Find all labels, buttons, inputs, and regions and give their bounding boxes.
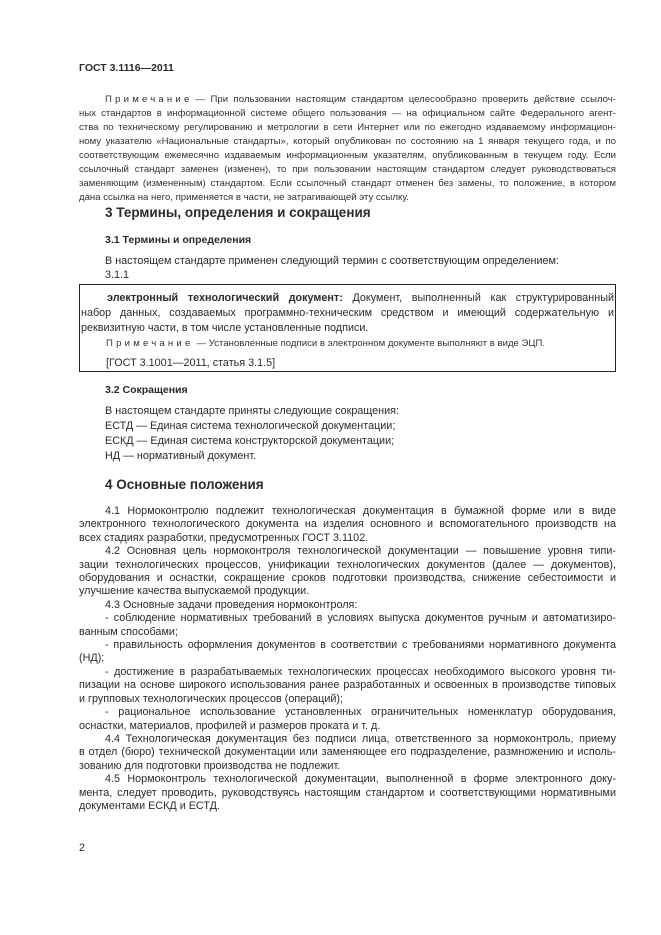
line-text: дана ссылка на него, применяется в части, не затрагивающей эту ссылку. (79, 192, 409, 203)
text-line (79, 612, 616, 625)
line-text: ных стандартов в информационной системе общего пользования — на официальном сайте Федерального агент- (79, 108, 616, 119)
text-line (79, 746, 616, 759)
text-line (79, 693, 616, 706)
text-line (79, 706, 616, 719)
line-text: и групповых технологических процессов (операций); (79, 692, 344, 705)
text-line (79, 666, 616, 679)
line-text: ства по техническому регулированию и метрологии в сети Интернет или по ежегодно издаваемому информацион- (79, 122, 616, 133)
term-definition (80, 291, 615, 336)
line-text: (НД); (79, 652, 105, 665)
line-text: - соблюдение нормативных требований в условиях выпуска документов ручным и автоматизиро- (105, 612, 616, 625)
abbreviations-intro: В настоящем стандарте приняты следующие сокращения: (105, 404, 399, 417)
line-text: зации технологических процессов, унификации технологических документов (далее — документов), (79, 558, 616, 571)
text-line (79, 518, 616, 531)
section-3-1-heading: 3.1 Термины и определения (105, 234, 252, 246)
line-text: электронного технологического документа на изделия основного и вспомогательного производств на (79, 518, 616, 531)
definition-line: реквизитную части, в том числе установленные подписи. (81, 321, 369, 334)
note-label: Примечание (105, 94, 193, 105)
note-label: Примечание (106, 338, 194, 349)
abbreviation-item: ЕСТД — Единая система технологической документации; (105, 419, 396, 432)
page-number: 2 (79, 842, 86, 854)
line-text: ванным способами; (79, 625, 178, 638)
text-line (79, 93, 616, 107)
text-line (79, 191, 616, 205)
line-text: оснастки, материалов, профилей и размеров проката и т. д. (79, 719, 381, 732)
text-line (79, 121, 616, 135)
term-number: 3.1.1 (105, 269, 130, 281)
text-line (79, 652, 616, 665)
text-line (79, 505, 616, 518)
line-text: улучшение качества выпускаемой продукции. (79, 585, 310, 598)
text-line (79, 733, 616, 746)
definition-line: набор данных, создаваемых программно-техническим средством и имеющий содержательную и (81, 306, 614, 319)
terms-intro-text: В настоящем стандарте применен следующий термин с соответствующим определением: (105, 255, 559, 267)
note-main (79, 93, 616, 205)
text-line (79, 626, 616, 639)
line-text: в отдел (бюро) технической документации или заменяющее его подразделение, размножению и исполь- (79, 746, 616, 759)
section-3-heading: 3 Термины, определения и сокращения (105, 205, 371, 220)
term-definition-box (79, 284, 616, 372)
text-line (79, 107, 616, 121)
line-text: - правильность оформления документов в соответствии с требованиями нормативного документа (105, 639, 616, 652)
abbreviation-item: ЕСКД — Единая система конструкторской документации; (105, 434, 395, 447)
line-text: ссылочный стандарт заменен (изменен), то при пользовании настоящим стандартом следует руководствоваться (79, 164, 616, 175)
text-line (79, 545, 616, 558)
term-note (106, 337, 545, 351)
text-line (79, 760, 616, 773)
text-line (79, 639, 616, 652)
line-text: заменяющим (измененным) стандартом. Если ссылочный стандарт отменен без замены, то положение, в котором (79, 178, 616, 189)
section-4-heading: 4 Основные положения (105, 477, 264, 492)
line-text: 4.4 Технологическая документация без подписи лица, ответственного за нормоконтроль, приему (105, 732, 616, 745)
document-header: ГОСТ 3.1116—2011 (79, 62, 174, 74)
line-text: - рациональное использование установленных ограничительных номенклатур оборудования, (105, 706, 616, 719)
text-line (79, 599, 616, 612)
text-line (79, 163, 616, 177)
abbreviation-item: НД — нормативный документ. (105, 449, 257, 462)
line-text: соответствующим ежемесячно издаваемым информационным указателям, опубликованным в текущем году. Если (79, 150, 616, 161)
line-text: мента, следует проводить, руководствуясь настоящим стандартом и соответствующими нормативными (79, 786, 616, 799)
line-text: всех стадиях разработки, предусмотренных ГОСТ 3.1102. (79, 531, 369, 544)
line-text: 4.2 Основная цель нормоконтроля технологической документации — повышение уровня типи- (105, 545, 616, 558)
section-4-body (79, 505, 616, 813)
note-text: — Установленные подписи в электронном документе выполняют в виде ЭЦП. (196, 338, 546, 349)
text-line (79, 532, 616, 545)
text-line (79, 177, 616, 191)
term-name: электронный технологический документ: (107, 291, 343, 304)
line-text: — При пользовании настоящим стандартом целесообразно проверить действие ссылоч- (195, 94, 616, 105)
terms-intro (79, 254, 616, 282)
text-line (79, 800, 616, 813)
text-line (79, 135, 616, 149)
line-text: документами ЕСКД и ЕСТД. (79, 799, 220, 812)
line-text: зованию для подготовки производства не подлежит. (79, 759, 341, 772)
line-text: оборудования и оснастки, сокращение сроков подготовки производства, снижение себестоимости и (79, 572, 616, 585)
text-line (79, 787, 616, 800)
section-3-2-heading: 3.2 Сокращения (105, 384, 188, 396)
line-text: 4.1 Нормоконтролю подлежит технологическая документация в бумажной форме или в виде (105, 505, 616, 517)
text-line (79, 773, 616, 786)
text-line (79, 720, 616, 733)
line-text: 4.3 Основные задачи проведения нормоконтроля: (105, 598, 358, 611)
text-line (79, 559, 616, 572)
line-text: пизации на основе широкого использования ранее разработанных и освоенных в производстве типовых (79, 679, 616, 692)
line-text: ному указателю «Национальные стандарты», который опубликован по состоянию на 1 января текущего года, и по (79, 136, 616, 147)
term-source: [ГОСТ 3.1001—2011, статья 3.1.5] (106, 357, 276, 369)
text-line (79, 149, 616, 163)
text-line (79, 572, 616, 585)
text-line (79, 585, 616, 598)
abbreviations-list (79, 404, 616, 464)
definition-line: Документ, выполненный как структурированный (352, 291, 614, 304)
text-line (79, 679, 616, 692)
line-text: 4.5 Нормоконтроль технологической документации, выполненной в форме электронного доку- (105, 773, 616, 786)
line-text: - достижение в разрабатываемых технологических процессах необходимого высокого уровня ти- (105, 665, 616, 678)
